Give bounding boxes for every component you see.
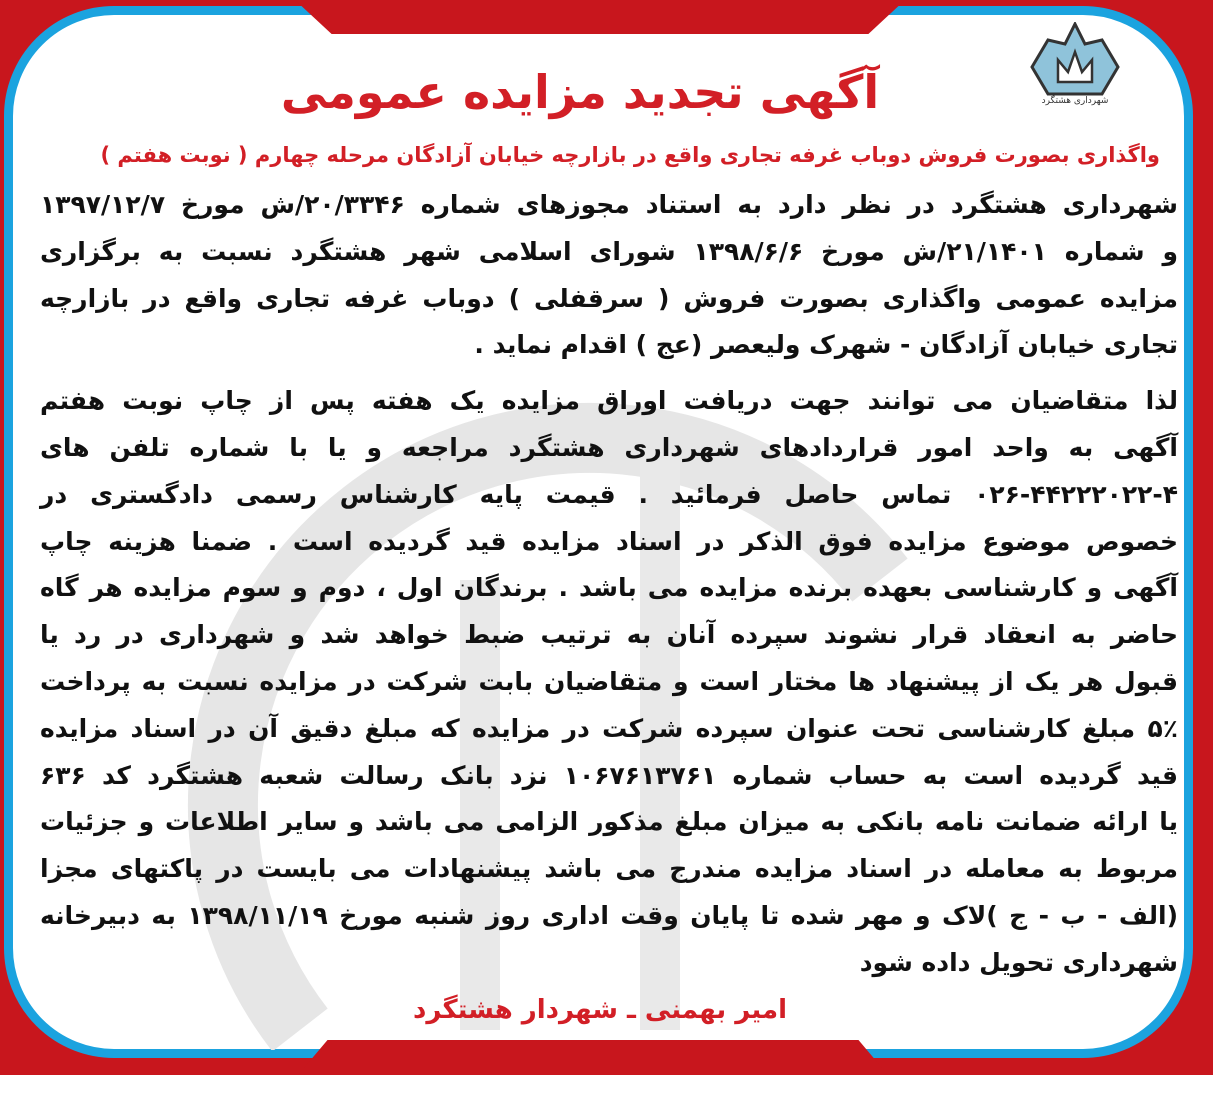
body-line: و شماره ۲۱/۱۴۰۱/ش مورخ ۱۳۹۸/۶/۶ شورای اسلامی شهر هشتگرد نسبت به برگزاری <box>40 236 1178 266</box>
body-line: آگهی و کارشناسی بعهده برنده مزایده می باشد . برندگان اول ، دوم و سوم مزایده هر گاه <box>40 573 1178 603</box>
body-line: شهرداری تحویل داده شود <box>859 947 1178 977</box>
body-line: خصوص موضوع مزایده فوق الذکر در اسناد مزایده قید گردیده است . ضمنا هزینه چاپ <box>40 526 1178 556</box>
body-line: (الف - ب - ج )لاک و مهر شده تا پایان وقت اداری روز شنبه مورخ ۱۳۹۸/۱۱/۱۹ به دبیرخانه <box>40 900 1178 930</box>
ad-body <box>40 182 1178 987</box>
signature: امیر بهمنی ـ شهردار هشتگرد <box>412 995 788 1025</box>
ad-subtitle: واگذاری بصورت فروش دوباب غرفه تجاری واقع در بازارچه خیابان آزادگان مرحله چهارم ( نوبت هفتم ) <box>100 143 1160 167</box>
body-line: لذا متقاضیان می توانند جهت دریافت اوراق مزایده یک هفته پس از چاپ نوبت هفتم <box>40 386 1178 416</box>
body-line: ۵٪ مبلغ کارشناسی تحت عنوان سپرده شرکت در مزایده که مبلغ دقیق آن در اسناد مزایده <box>40 713 1178 743</box>
body-line: مربوط به معامله در اسناد مزایده مندرج می باشد پیشنهادات می بایست در پاکتهای مجزا <box>40 854 1178 884</box>
bottom-banner-tab <box>298 1040 888 1075</box>
body-line: قید گردیده است به حساب شماره ۱۰۶۷۶۱۳۷۶۱ نزد بانک رسالت شعبه هشتگرد کد ۶۳۶ <box>40 760 1178 790</box>
logo-caption: شهرداری هشتگرد <box>1041 96 1109 106</box>
body-line: قبول هر یک از پیشنهاد ها مختار است و متقاضیان بابت شرکت در مزایده نسبت به پرداخت <box>40 666 1178 696</box>
body-line: حاضر به انعقاد قرار نشوند سپرده آنان به ترتیب ضبط خواهد شد و شهرداری در رد یا <box>40 620 1178 650</box>
body-line: شهرداری هشتگرد در نظر دارد به استناد مجوزهای شماره ۲۰/۳۳۴۶/ش مورخ ۱۳۹۷/۱۲/۷ <box>40 190 1178 219</box>
body-line: یا ارائه ضمانت نامه بانکی به میزان مبلغ مذکور الزامی می باشد و سایر اطلاعات و جزئیات <box>40 807 1178 837</box>
body-line: تجاری خیابان آزادگان - شهرک ولیعصر (عج ) اقدام نماید . <box>474 330 1178 360</box>
ad-title: آگهی تجدید مزایده عمومی <box>280 65 880 119</box>
body-line: ۰۲۶-۴۴۲۲۲۰۲۲-۴ تماس حاصل فرمائید . قیمت پایه کارشناس رسمی دادگستری در <box>40 479 1178 509</box>
body-line: آگهی به واحد امور قراردادهای شهرداری هشتگرد مراجعه و یا با شماره تلفن های <box>40 432 1178 462</box>
bottom-margin <box>0 1075 1213 1094</box>
top-banner-tab <box>295 0 905 34</box>
body-line: مزایده عمومی واگذاری بصورت فروش ( سرقفلی ) دوباب غرفه تجاری واقع در بازارچه <box>40 283 1178 313</box>
